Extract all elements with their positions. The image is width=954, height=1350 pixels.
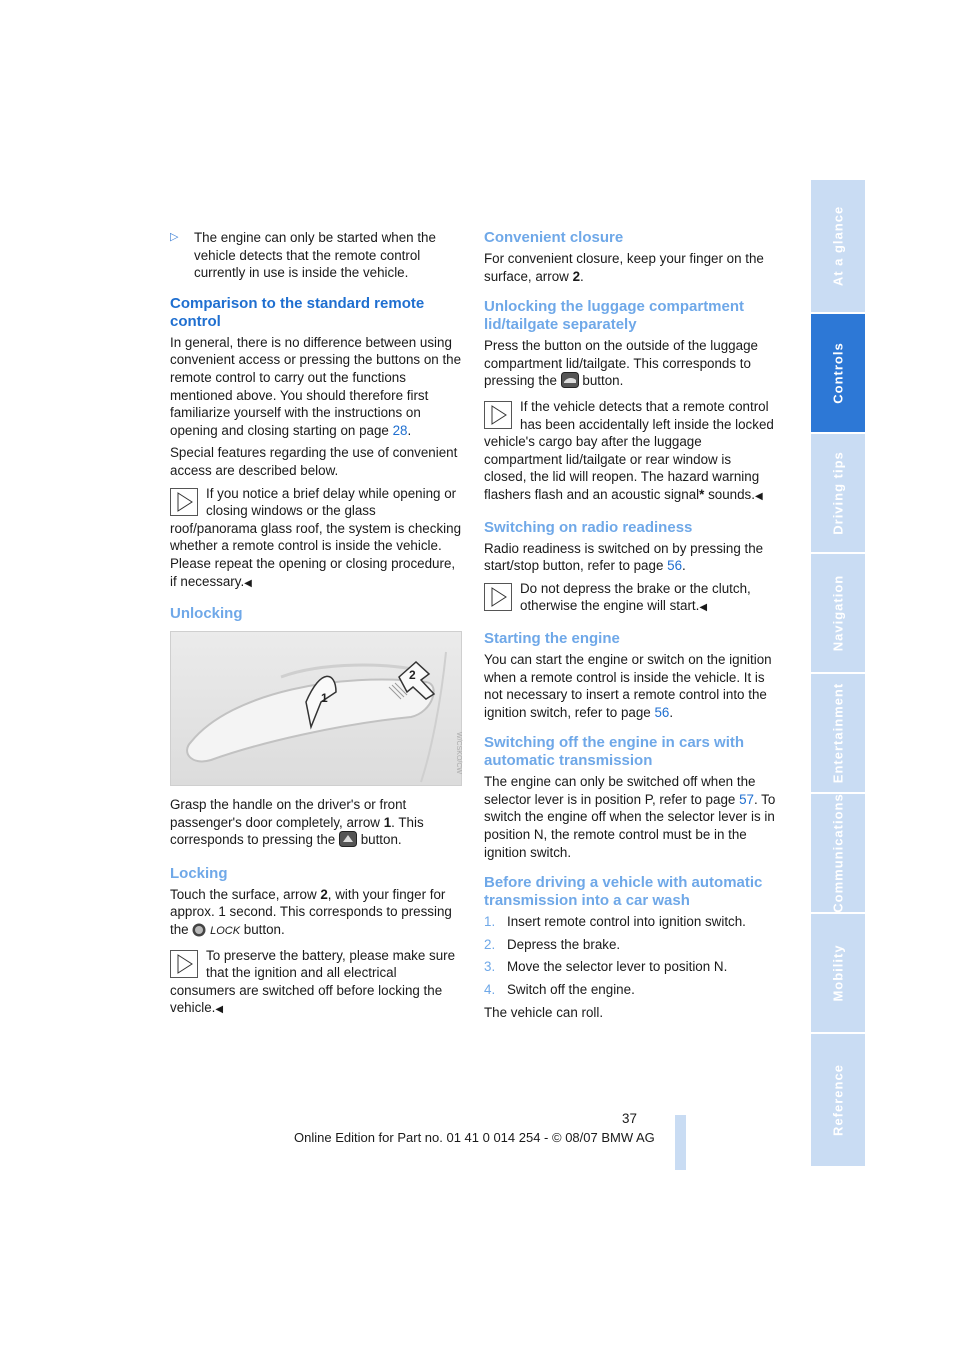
figure-code: W/CSKO/CW: [455, 732, 462, 775]
convenient-closure-heading: Convenient closure: [484, 229, 624, 246]
comparison-paragraph-2: Special features regarding the use of convenient access are described below.: [170, 445, 458, 478]
page-link[interactable]: 28: [392, 422, 408, 438]
end-mark-icon: ◀: [754, 490, 763, 502]
note-remote-left-inside: If the vehicle detects that a remote control has been accidentally left inside the locked vehicle's cargo bay after the luggage compartment lid/tailgate or rear window is closed, the lid will reopen. The hazard warning flashers flash and an acoustic signal* sounds.◀: [484, 398, 774, 502]
lock-label: LOCK: [210, 925, 241, 938]
tab-at-a-glance[interactable]: At a glance: [811, 180, 865, 312]
tab-entertainment[interactable]: Entertainment: [811, 674, 865, 792]
note-triangle-icon: [484, 583, 512, 611]
page-link[interactable]: 56: [654, 704, 670, 720]
section-sidebar: [811, 180, 865, 1166]
page-link[interactable]: 57: [739, 791, 754, 807]
trunk-button-icon: [561, 372, 579, 393]
arrow-1-label: 1: [321, 691, 328, 706]
luggage-heading: Unlocking the luggage compartment lid/tailgate separately: [484, 298, 745, 334]
end-mark-icon: ◀: [244, 577, 252, 589]
unlocking-heading: Unlocking: [170, 605, 243, 623]
end-mark-icon: ◀: [215, 1004, 224, 1016]
starting-engine-paragraph: You can start the engine or switch on the ignition when a remote control is inside the vehicle. It is not necessary to insert a remote control into the ignition switch, refer to page 56.: [484, 651, 772, 720]
tab-communications[interactable]: Communications: [811, 794, 865, 912]
comparison-paragraph: In general, there is no difference between using convenient access or pressing the buttons on the remote control to carry out the functions mentioned above. You should therefore first familiarize yourself with the instructions on opening and closing starting on page 28.: [170, 334, 462, 438]
bullet-item: [170, 229, 462, 282]
bmw-logo-icon: [192, 923, 206, 942]
note-battery: To preserve the battery, please make sure that the ignition and all electrical consumers are switched off before locking the vehicle.◀: [170, 947, 456, 1016]
note-triangle-icon: [170, 950, 198, 978]
switch-off-paragraph: The engine can only be switched off when the selector lever is in position P, refer to page 57. To switch the engine off when the selector lever is in position N, the remote control must be in the ignition switch.: [484, 774, 776, 860]
note-triangle-icon: [170, 488, 198, 516]
starting-engine-heading: Starting the engine: [484, 629, 620, 647]
switch-off-heading: Switching off the engine in cars with automatic transmission: [484, 734, 745, 770]
car-wash-heading: Before driving a vehicle with automatic transmission into a car wash: [484, 874, 763, 910]
arrow-2-label: 2: [409, 668, 416, 683]
locking-paragraph: Touch the surface, arrow 2, with your finger for approx. 1 second. This corresponds to pressing the LOCK button.: [170, 886, 462, 942]
tab-reference[interactable]: Reference: [811, 1034, 865, 1166]
locking-heading: Locking: [170, 864, 228, 882]
tab-mobility[interactable]: Mobility: [811, 914, 865, 1032]
unlock-button-icon: [339, 831, 357, 852]
list-item: 1. Insert remote control into ignition switch.: [484, 914, 746, 930]
comparison-heading: Comparison to the standard remote control: [170, 294, 425, 330]
note-delay: If you notice a brief delay while opening or closing windows or the glass roof/panorama glass roof, the system is checking whether a remote control is inside the vehicle. Please repeat the opening or closing procedure, if necessary.◀: [170, 485, 462, 589]
note-triangle-icon: [484, 401, 512, 429]
bullet-text: The engine can only be started when the vehicle detects that the remote control currently in use is inside the vehicle.: [194, 230, 436, 281]
car-wash-steps: [484, 913, 776, 998]
convenient-closure-paragraph: For convenient closure, keep your finger on the surface, arrow 2.: [484, 251, 764, 284]
door-handle-illustration: [171, 632, 461, 785]
footer-accent-bar: [675, 1115, 686, 1170]
page-link[interactable]: 56: [667, 558, 683, 574]
left-column: [170, 229, 462, 1019]
door-handle-figure: [170, 631, 462, 786]
list-item: 2. Depress the brake.: [484, 936, 621, 952]
right-column: [484, 229, 776, 1026]
tab-driving-tips[interactable]: Driving tips: [811, 434, 865, 552]
tab-navigation[interactable]: Navigation: [811, 554, 865, 672]
end-mark-icon: ◀: [699, 602, 708, 614]
list-item: 4. Switch off the engine.: [484, 982, 635, 998]
luggage-paragraph: Press the button on the outside of the luggage compartment lid/tailgate. This corresponds to pressing the button.: [484, 337, 776, 393]
page-number: 37: [622, 1111, 637, 1126]
list-item: 3. Move the selector lever to position N.: [484, 959, 728, 975]
triangle-bullet-icon: ▷: [170, 231, 179, 243]
optional-equipment-star: *: [699, 486, 705, 502]
note-brake-clutch: Do not depress the brake or the clutch, otherwise the engine will start.◀: [484, 580, 776, 617]
car-wash-final: The vehicle can roll.: [484, 1004, 604, 1020]
unlocking-paragraph: Grasp the handle on the driver's or front passenger's door completely, arrow 1. This corresponds to pressing the button.: [170, 796, 462, 852]
tab-controls[interactable]: Controls: [811, 314, 865, 432]
radio-readiness-heading: Switching on radio readiness: [484, 518, 693, 536]
radio-readiness-paragraph: Radio readiness is switched on by pressing the start/stop button, refer to page 56.: [484, 540, 764, 574]
edition-footer: Online Edition for Part no. 01 41 0 014 254 - © 08/07 BMW AG: [294, 1130, 655, 1145]
